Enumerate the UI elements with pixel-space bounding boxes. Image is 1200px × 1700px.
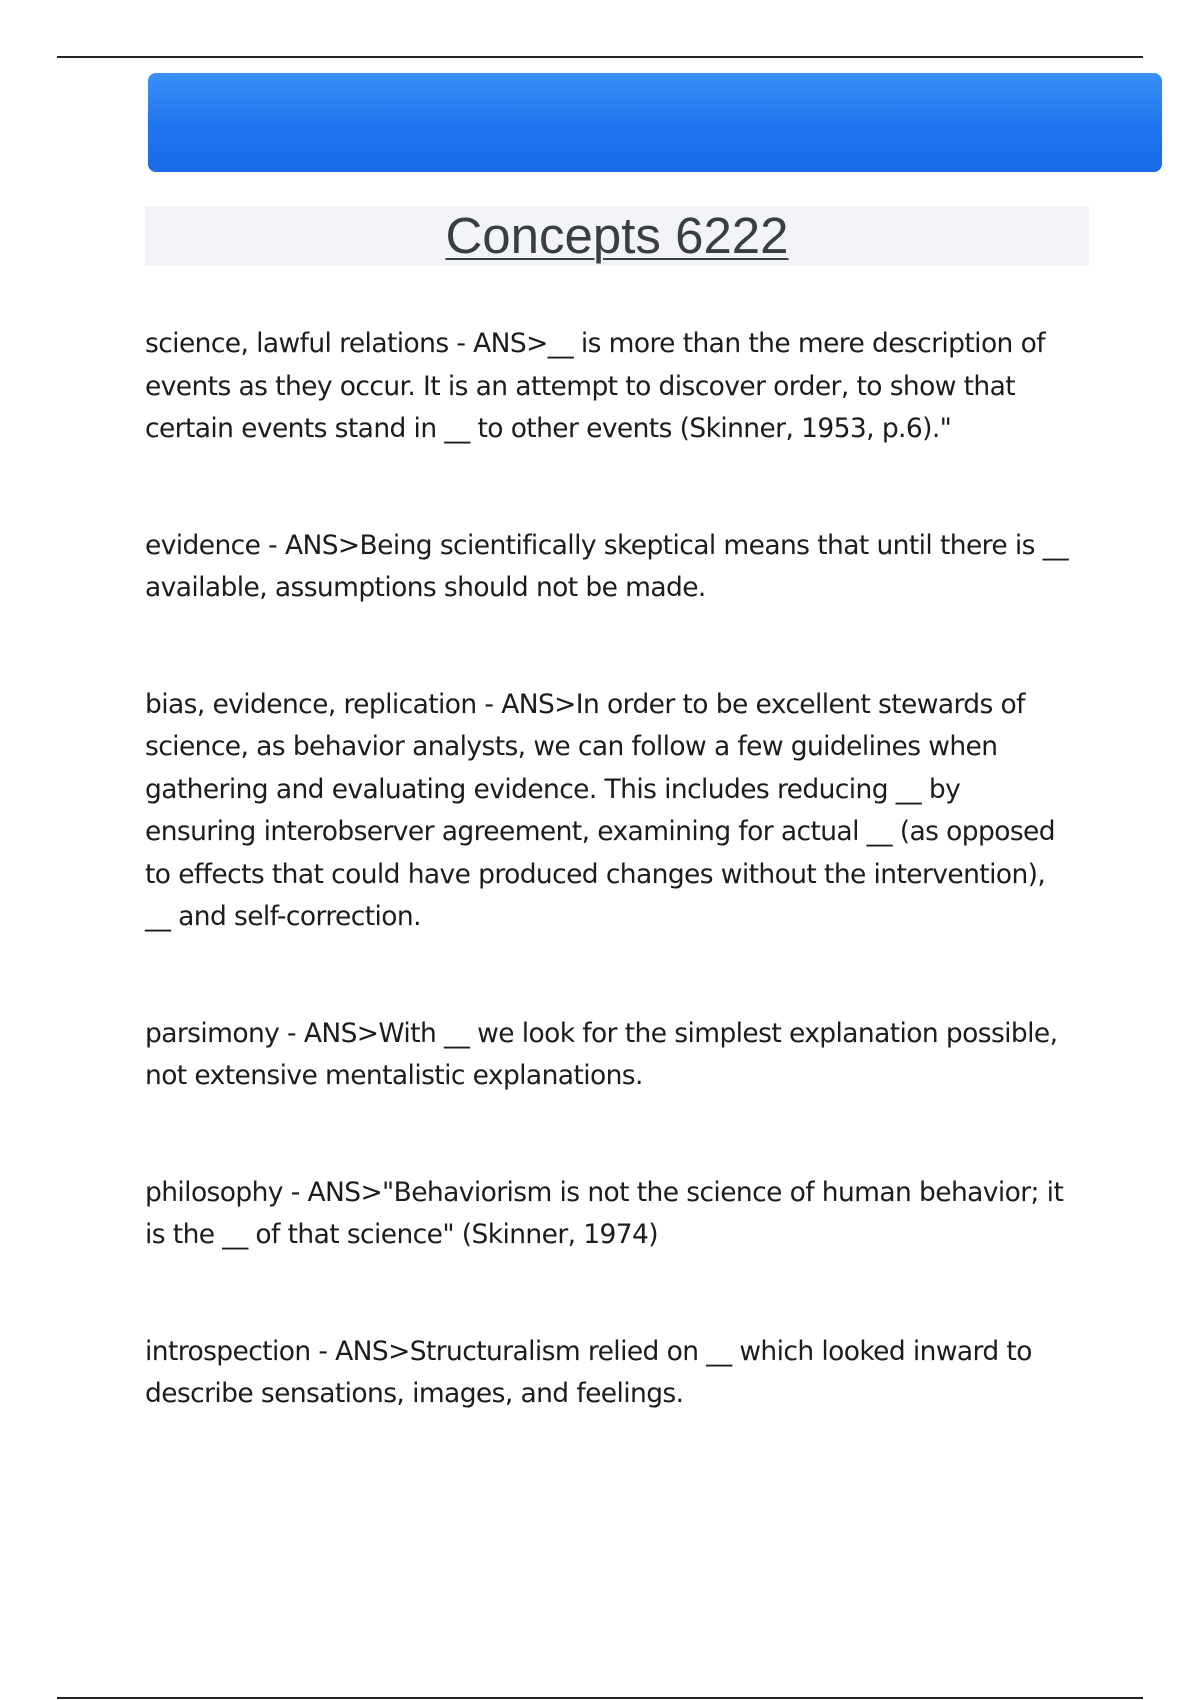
entry-line: bias, evidence, replication - ANS>In order to be excellent stewards of <box>145 688 1025 720</box>
entry-line: not extensive mentalistic explanations. <box>145 1060 643 1091</box>
flashcard-entry <box>145 323 1095 451</box>
entry-line: science, as behavior analysts, we can follow a few guidelines when <box>145 731 998 762</box>
entry-line: introspection - ANS>Structuralism relied on __ which looked inward to <box>145 1335 1032 1367</box>
flashcard-entry <box>145 1331 1095 1416</box>
entry-line: describe sensations, images, and feelings. <box>145 1378 684 1409</box>
flashcard-list <box>145 323 1095 1416</box>
flashcard-entry <box>145 684 1095 939</box>
flashcard-entry <box>145 1013 1095 1098</box>
entry-line: parsimony - ANS>With __ we look for the simplest explanation possible, <box>145 1017 1058 1049</box>
entry-line: certain events stand in __ to other events (Skinner, 1953, p.6)." <box>145 413 952 444</box>
entry-line: gathering and evaluating evidence. This includes reducing __ by <box>145 773 961 805</box>
entry-line: philosophy - ANS>"Behaviorism is not the science of human behavior; it <box>145 1176 1064 1208</box>
flashcard-entry <box>145 1172 1095 1257</box>
entry-line: available, assumptions should not be made. <box>145 572 706 603</box>
top-rule <box>57 56 1143 58</box>
title-box <box>145 206 1089 266</box>
entry-line: events as they occur. It is an attempt to discover order, to show that <box>145 370 1016 402</box>
entry-line: __ and self-correction. <box>145 901 421 932</box>
entry-line: to effects that could have produced changes without the intervention), <box>145 858 1046 890</box>
flashcard-entry <box>145 525 1095 610</box>
entry-line: is the __ of that science" (Skinner, 1974) <box>145 1219 659 1250</box>
entry-line: ensuring interobserver agreement, examining for actual __ (as opposed <box>145 816 1055 847</box>
document-title: Concepts 6222 <box>445 207 789 264</box>
entry-line: evidence - ANS>Being scientifically skeptical means that until there is __ <box>145 529 1068 561</box>
header-banner <box>148 73 1162 172</box>
entry-line: science, lawful relations - ANS>__ is more than the mere description of <box>145 328 1045 359</box>
bottom-rule <box>57 1697 1143 1699</box>
